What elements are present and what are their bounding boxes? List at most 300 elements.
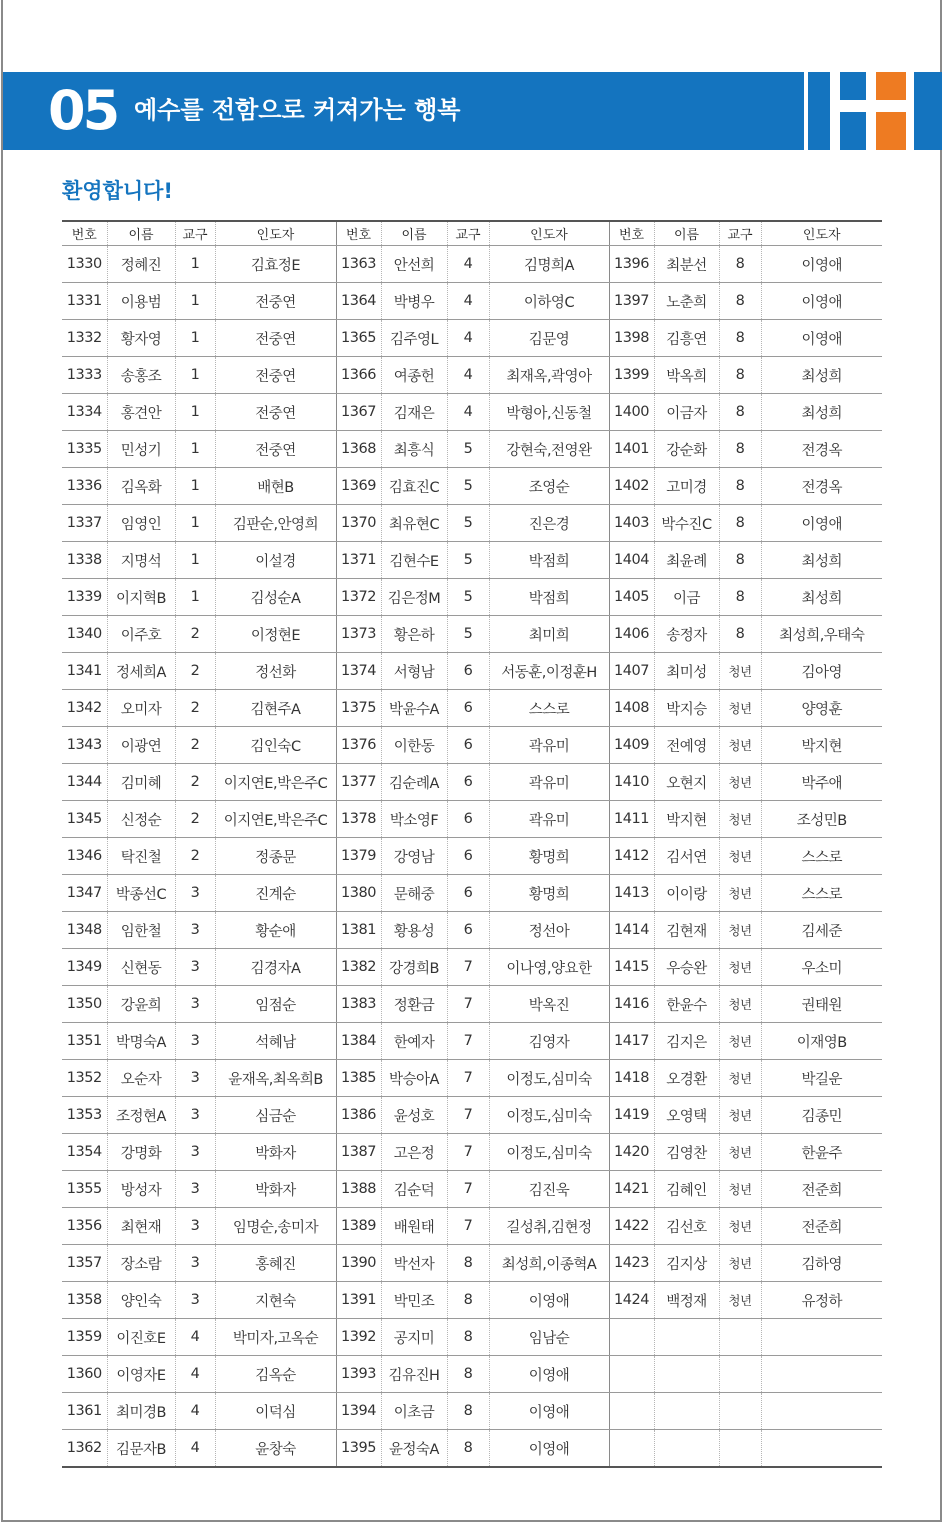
cell-name: 이초금 — [381, 1393, 447, 1430]
cell-number: 1369 — [336, 468, 381, 505]
cell-number: 1357 — [62, 1245, 107, 1282]
cell-number: 1360 — [62, 1356, 107, 1393]
cell-number: 1361 — [62, 1393, 107, 1430]
cell-parish: 4 — [175, 1319, 215, 1356]
cell-number: 1398 — [609, 320, 654, 357]
cell-name: 방성자 — [107, 1171, 175, 1208]
column-header-parish: 교구 — [175, 221, 215, 246]
cell-number: 1375 — [336, 690, 381, 727]
cell-number: 1370 — [336, 505, 381, 542]
cell-parish: 5 — [447, 468, 489, 505]
cell-parish: 2 — [175, 690, 215, 727]
cell-evangelist: 조성민B — [761, 801, 882, 838]
cell-name: 고미경 — [654, 468, 719, 505]
cell-evangelist: 박화자 — [215, 1171, 336, 1208]
cell-parish: 청년 — [719, 949, 761, 986]
cell-name: 지명석 — [107, 542, 175, 579]
cell-parish: 2 — [175, 764, 215, 801]
cell-parish: 청년 — [719, 1208, 761, 1245]
cell-evangelist: 이하영C — [489, 283, 609, 320]
cell-number: 1413 — [609, 875, 654, 912]
cell-name: 박수진C — [654, 505, 719, 542]
cell-number: 1331 — [62, 283, 107, 320]
cell-parish: 1 — [175, 431, 215, 468]
cell-evangelist: 서동훈,이정훈H — [489, 653, 609, 690]
cell-parish: 1 — [175, 283, 215, 320]
cell-number: 1405 — [609, 579, 654, 616]
cell-number: 1423 — [609, 1245, 654, 1282]
cell-parish: 8 — [447, 1393, 489, 1430]
cell-name: 민성기 — [107, 431, 175, 468]
cell-parish: 1 — [175, 542, 215, 579]
cell-evangelist: 박옥진 — [489, 986, 609, 1023]
cell-parish: 청년 — [719, 986, 761, 1023]
cell-evangelist: 김판순,안영희 — [215, 505, 336, 542]
cell-name: 이지혁B — [107, 579, 175, 616]
cell-parish: 7 — [447, 1097, 489, 1134]
cell-evangelist: 정선아 — [489, 912, 609, 949]
cell-evangelist: 이영애 — [761, 283, 882, 320]
cell-number: 1344 — [62, 764, 107, 801]
cell-number — [609, 1319, 654, 1356]
cell-evangelist: 진계순 — [215, 875, 336, 912]
cell-name: 최현재 — [107, 1208, 175, 1245]
cell-name: 박명숙A — [107, 1023, 175, 1060]
cell-evangelist: 전중연 — [215, 431, 336, 468]
table-row — [62, 1060, 882, 1097]
cell-number: 1399 — [609, 357, 654, 394]
cell-evangelist: 최성희,우태숙 — [761, 616, 882, 653]
table-row — [62, 838, 882, 875]
cell-number: 1401 — [609, 431, 654, 468]
cell-parish: 2 — [175, 616, 215, 653]
cell-evangelist: 전중연 — [215, 320, 336, 357]
cell-name: 정환금 — [381, 986, 447, 1023]
cell-evangelist: 최성희 — [761, 357, 882, 394]
cell-number: 1333 — [62, 357, 107, 394]
cell-parish: 6 — [447, 764, 489, 801]
cell-number: 1410 — [609, 764, 654, 801]
cell-number: 1374 — [336, 653, 381, 690]
cell-number: 1373 — [336, 616, 381, 653]
cell-name: 최미성 — [654, 653, 719, 690]
cell-evangelist: 강현숙,전영완 — [489, 431, 609, 468]
cell-parish: 청년 — [719, 1060, 761, 1097]
table-row — [62, 394, 882, 431]
cell-evangelist: 최성희 — [761, 394, 882, 431]
cell-parish: 3 — [175, 1282, 215, 1319]
cell-evangelist: 전경옥 — [761, 468, 882, 505]
cell-parish: 청년 — [719, 1171, 761, 1208]
cell-parish: 1 — [175, 246, 215, 283]
cell-name: 김재은 — [381, 394, 447, 431]
cell-number: 1406 — [609, 616, 654, 653]
cell-name: 송홍조 — [107, 357, 175, 394]
cell-parish: 7 — [447, 1134, 489, 1171]
cell-name: 박소영F — [381, 801, 447, 838]
cell-name: 강순화 — [654, 431, 719, 468]
cell-name: 안선희 — [381, 246, 447, 283]
cell-name: 공지미 — [381, 1319, 447, 1356]
cell-name: 백정재 — [654, 1282, 719, 1319]
cell-evangelist: 김경자A — [215, 949, 336, 986]
cell-name: 김주영L — [381, 320, 447, 357]
cell-name: 고은정 — [381, 1134, 447, 1171]
column-header-parish: 교구 — [719, 221, 761, 246]
cell-parish: 8 — [447, 1319, 489, 1356]
cell-parish: 5 — [447, 579, 489, 616]
logo-bar-orange-top — [876, 72, 906, 100]
cell-number: 1400 — [609, 394, 654, 431]
cell-evangelist: 최성희 — [761, 579, 882, 616]
table-row — [62, 986, 882, 1023]
cell-parish: 4 — [447, 394, 489, 431]
cell-number: 1403 — [609, 505, 654, 542]
table-row — [62, 912, 882, 949]
cell-evangelist: 황명희 — [489, 838, 609, 875]
cell-evangelist: 김명희A — [489, 246, 609, 283]
cell-name: 신현동 — [107, 949, 175, 986]
cell-number: 1335 — [62, 431, 107, 468]
cell-number: 1421 — [609, 1171, 654, 1208]
cell-name: 박종선C — [107, 875, 175, 912]
cell-number: 1417 — [609, 1023, 654, 1060]
cell-number: 1376 — [336, 727, 381, 764]
cell-parish: 3 — [175, 1245, 215, 1282]
cell-evangelist: 배현B — [215, 468, 336, 505]
table-row — [62, 1171, 882, 1208]
cell-parish — [719, 1356, 761, 1393]
table-row — [62, 505, 882, 542]
cell-parish: 8 — [719, 320, 761, 357]
cell-name: 김서연 — [654, 838, 719, 875]
cell-name — [654, 1356, 719, 1393]
cell-parish: 1 — [175, 505, 215, 542]
cell-evangelist: 김아영 — [761, 653, 882, 690]
cell-number: 1346 — [62, 838, 107, 875]
cell-evangelist: 이영애 — [761, 505, 882, 542]
table-row — [62, 1023, 882, 1060]
column-header-evangelist: 인도자 — [489, 221, 609, 246]
cell-evangelist: 박형아,신동철 — [489, 394, 609, 431]
cell-number: 1404 — [609, 542, 654, 579]
column-header-number: 번호 — [336, 221, 381, 246]
cell-evangelist: 박길운 — [761, 1060, 882, 1097]
cell-name: 신정순 — [107, 801, 175, 838]
cell-number: 1352 — [62, 1060, 107, 1097]
cell-number: 1393 — [336, 1356, 381, 1393]
cell-number: 1424 — [609, 1282, 654, 1319]
cell-number: 1362 — [62, 1430, 107, 1468]
cell-evangelist: 지현숙 — [215, 1282, 336, 1319]
cell-number: 1367 — [336, 394, 381, 431]
cell-name: 이한동 — [381, 727, 447, 764]
cell-parish: 3 — [175, 1023, 215, 1060]
cell-number: 1394 — [336, 1393, 381, 1430]
cell-parish: 8 — [447, 1245, 489, 1282]
church-logo-icon — [804, 72, 942, 150]
cell-name: 김영찬 — [654, 1134, 719, 1171]
cell-name: 강영남 — [381, 838, 447, 875]
cell-evangelist: 황순애 — [215, 912, 336, 949]
cell-evangelist: 이덕심 — [215, 1393, 336, 1430]
cell-evangelist: 우소미 — [761, 949, 882, 986]
cell-evangelist: 김하영 — [761, 1245, 882, 1282]
cell-name: 김미혜 — [107, 764, 175, 801]
cell-number: 1363 — [336, 246, 381, 283]
column-header-name: 이름 — [654, 221, 719, 246]
table-row — [62, 357, 882, 394]
cell-name: 노춘희 — [654, 283, 719, 320]
cell-number: 1419 — [609, 1097, 654, 1134]
table-row — [62, 1097, 882, 1134]
cell-parish: 4 — [175, 1430, 215, 1468]
cell-name — [654, 1393, 719, 1430]
cell-name: 오현지 — [654, 764, 719, 801]
cell-number: 1412 — [609, 838, 654, 875]
cell-evangelist: 박지현 — [761, 727, 882, 764]
cell-number: 1422 — [609, 1208, 654, 1245]
cell-number: 1386 — [336, 1097, 381, 1134]
table-row — [62, 727, 882, 764]
cell-name — [654, 1430, 719, 1468]
table-row — [62, 1430, 882, 1468]
cell-number: 1418 — [609, 1060, 654, 1097]
table-row — [62, 431, 882, 468]
cell-parish: 3 — [175, 1171, 215, 1208]
cell-evangelist: 이영애 — [489, 1282, 609, 1319]
cell-number: 1388 — [336, 1171, 381, 1208]
cell-name: 한윤수 — [654, 986, 719, 1023]
cell-evangelist: 김효정E — [215, 246, 336, 283]
cell-parish: 3 — [175, 949, 215, 986]
cell-parish: 2 — [175, 838, 215, 875]
cell-parish: 6 — [447, 912, 489, 949]
cell-parish: 1 — [175, 579, 215, 616]
cell-evangelist: 김인숙C — [215, 727, 336, 764]
cell-name: 박선자 — [381, 1245, 447, 1282]
cell-parish: 6 — [447, 875, 489, 912]
cell-parish: 4 — [175, 1356, 215, 1393]
cell-name: 배원태 — [381, 1208, 447, 1245]
cell-number: 1342 — [62, 690, 107, 727]
cell-parish: 4 — [447, 357, 489, 394]
cell-evangelist: 이정도,심미숙 — [489, 1134, 609, 1171]
cell-parish: 청년 — [719, 875, 761, 912]
cell-parish: 청년 — [719, 1282, 761, 1319]
table-body — [62, 246, 882, 1468]
cell-evangelist: 정선화 — [215, 653, 336, 690]
cell-number: 1383 — [336, 986, 381, 1023]
cell-evangelist: 심금순 — [215, 1097, 336, 1134]
table-row — [62, 1319, 882, 1356]
cell-evangelist: 전경옥 — [761, 431, 882, 468]
cell-evangelist: 김현주A — [215, 690, 336, 727]
cell-evangelist: 이영애 — [489, 1430, 609, 1468]
table-row — [62, 949, 882, 986]
cell-name: 양인숙 — [107, 1282, 175, 1319]
cell-number: 1396 — [609, 246, 654, 283]
cell-evangelist: 유정하 — [761, 1282, 882, 1319]
cell-name: 박승아A — [381, 1060, 447, 1097]
cell-evangelist: 최성희,이종혁A — [489, 1245, 609, 1282]
cell-parish: 8 — [719, 579, 761, 616]
cell-number: 1349 — [62, 949, 107, 986]
cell-name: 최흥식 — [381, 431, 447, 468]
cell-parish: 8 — [719, 616, 761, 653]
cell-name: 박민조 — [381, 1282, 447, 1319]
cell-evangelist: 전중연 — [215, 394, 336, 431]
cell-number: 1341 — [62, 653, 107, 690]
logo-bar-center-top — [840, 72, 866, 100]
cell-parish: 7 — [447, 1171, 489, 1208]
cell-name: 김은정M — [381, 579, 447, 616]
cell-name: 김순례A — [381, 764, 447, 801]
cell-number: 1356 — [62, 1208, 107, 1245]
cell-parish: 4 — [447, 320, 489, 357]
cell-evangelist: 이정현E — [215, 616, 336, 653]
cell-evangelist: 양영훈 — [761, 690, 882, 727]
cell-name: 송정자 — [654, 616, 719, 653]
cell-number: 1384 — [336, 1023, 381, 1060]
column-header-number: 번호 — [609, 221, 654, 246]
cell-name: 이영자E — [107, 1356, 175, 1393]
cell-evangelist: 스스로 — [761, 838, 882, 875]
cell-number: 1416 — [609, 986, 654, 1023]
cell-parish: 3 — [175, 1097, 215, 1134]
cell-parish: 5 — [447, 542, 489, 579]
cell-name: 정혜진 — [107, 246, 175, 283]
cell-number: 1345 — [62, 801, 107, 838]
table-row — [62, 653, 882, 690]
cell-evangelist: 임남순 — [489, 1319, 609, 1356]
section-title: 환영합니다! — [62, 179, 174, 203]
cell-number: 1408 — [609, 690, 654, 727]
cell-parish — [719, 1319, 761, 1356]
cell-evangelist: 권태원 — [761, 986, 882, 1023]
cell-evangelist: 이정도,심미숙 — [489, 1060, 609, 1097]
cell-name: 김지은 — [654, 1023, 719, 1060]
cell-number: 1368 — [336, 431, 381, 468]
cell-name: 임한철 — [107, 912, 175, 949]
cell-number: 1392 — [336, 1319, 381, 1356]
cell-number: 1381 — [336, 912, 381, 949]
cell-name: 박옥희 — [654, 357, 719, 394]
cell-evangelist: 진은경 — [489, 505, 609, 542]
cell-parish: 2 — [175, 727, 215, 764]
cell-name: 김순덕 — [381, 1171, 447, 1208]
cell-name: 이금자 — [654, 394, 719, 431]
cell-name: 최분선 — [654, 246, 719, 283]
cell-name: 임영인 — [107, 505, 175, 542]
cell-number: 1338 — [62, 542, 107, 579]
table-row — [62, 1134, 882, 1171]
cell-number: 1382 — [336, 949, 381, 986]
cell-name: 이이랑 — [654, 875, 719, 912]
cell-evangelist: 이영애 — [489, 1356, 609, 1393]
cell-name: 황용성 — [381, 912, 447, 949]
cell-number: 1402 — [609, 468, 654, 505]
table-row — [62, 764, 882, 801]
cell-number: 1411 — [609, 801, 654, 838]
cell-parish: 6 — [447, 838, 489, 875]
cell-number: 1332 — [62, 320, 107, 357]
cell-number: 1337 — [62, 505, 107, 542]
cell-number: 1351 — [62, 1023, 107, 1060]
cell-parish: 8 — [719, 431, 761, 468]
cell-evangelist: 박점희 — [489, 579, 609, 616]
cell-name — [654, 1319, 719, 1356]
cell-name: 이용범 — [107, 283, 175, 320]
cell-evangelist: 김문영 — [489, 320, 609, 357]
cell-parish: 청년 — [719, 1023, 761, 1060]
logo-bar-center-bottom — [840, 112, 866, 150]
welcome-table-container — [62, 220, 882, 1468]
cell-evangelist: 전중연 — [215, 357, 336, 394]
cell-number: 1409 — [609, 727, 654, 764]
column-header-parish: 교구 — [447, 221, 489, 246]
cell-number: 1359 — [62, 1319, 107, 1356]
cell-name: 우승완 — [654, 949, 719, 986]
cell-name: 김유진H — [381, 1356, 447, 1393]
cell-number: 1334 — [62, 394, 107, 431]
cell-name: 전예영 — [654, 727, 719, 764]
cell-parish: 4 — [175, 1393, 215, 1430]
cell-name: 조정현A — [107, 1097, 175, 1134]
cell-parish: 1 — [175, 394, 215, 431]
cell-parish: 청년 — [719, 690, 761, 727]
cell-parish: 8 — [719, 542, 761, 579]
cell-name: 강경희B — [381, 949, 447, 986]
cell-number: 1387 — [336, 1134, 381, 1171]
cell-number: 1391 — [336, 1282, 381, 1319]
cell-name: 최윤례 — [654, 542, 719, 579]
cell-name: 김혜인 — [654, 1171, 719, 1208]
cell-name: 강명화 — [107, 1134, 175, 1171]
cell-name: 김효진C — [381, 468, 447, 505]
cell-number: 1348 — [62, 912, 107, 949]
cell-parish: 3 — [175, 1060, 215, 1097]
cell-number: 1336 — [62, 468, 107, 505]
cell-name: 최유현C — [381, 505, 447, 542]
cell-number: 1395 — [336, 1430, 381, 1468]
cell-number: 1371 — [336, 542, 381, 579]
cell-parish: 3 — [175, 986, 215, 1023]
cell-number: 1379 — [336, 838, 381, 875]
table-row — [62, 1245, 882, 1282]
cell-parish: 청년 — [719, 1134, 761, 1171]
cell-number — [609, 1430, 654, 1468]
cell-parish: 4 — [447, 283, 489, 320]
cell-evangelist: 최미희 — [489, 616, 609, 653]
chapter-title: 예수를 전함으로 커져가는 행복 — [134, 96, 461, 124]
table-row — [62, 579, 882, 616]
cell-name: 문해중 — [381, 875, 447, 912]
cell-evangelist: 스스로 — [761, 875, 882, 912]
cell-parish: 8 — [719, 468, 761, 505]
cell-name: 이광연 — [107, 727, 175, 764]
cell-parish — [719, 1430, 761, 1468]
cell-evangelist: 이영애 — [761, 246, 882, 283]
cell-evangelist: 스스로 — [489, 690, 609, 727]
cell-number: 1372 — [336, 579, 381, 616]
cell-evangelist: 윤창숙 — [215, 1430, 336, 1468]
cell-evangelist: 전준희 — [761, 1208, 882, 1245]
cell-evangelist: 이영애 — [489, 1393, 609, 1430]
cell-evangelist: 이지연E,박은주C — [215, 764, 336, 801]
cell-parish: 7 — [447, 1208, 489, 1245]
cell-name: 강윤희 — [107, 986, 175, 1023]
